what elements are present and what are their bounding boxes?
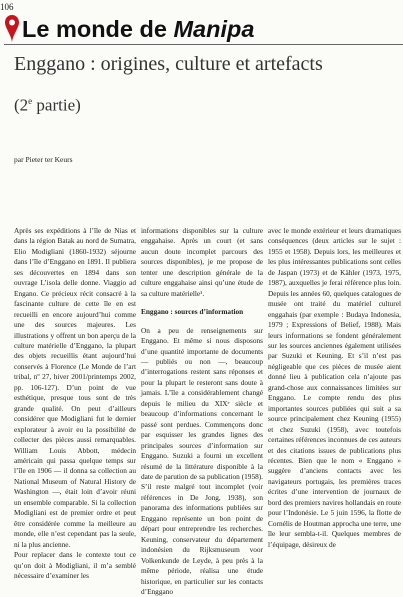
article-title: Enggano : origines, culture et artefacts xyxy=(14,53,323,75)
map-pin-icon xyxy=(4,14,20,44)
body-paragraph: Pour replacer dans le contexte tout ce qu’on doit à Modigliani, il m’a semblé nécessaire d’examiner les xyxy=(14,550,136,580)
article-part xyxy=(14,90,81,117)
series-title-name: Manipa xyxy=(173,16,255,42)
body-column-1 xyxy=(14,226,136,581)
body-paragraph: informations disponibles sur la culture enggahaise. Après un court (et sans aucun doute incomplet parcours des sources disponibles), je me propose de tenter une description générale de la culture enggahaise ainsi qu’une étude de sa culture matérielle¹. xyxy=(141,226,263,298)
series-title xyxy=(22,14,402,44)
byline: par Pieter ter Keurs xyxy=(14,155,73,164)
section-heading: Enggano : sources d’information xyxy=(141,307,244,317)
body-paragraph: On a peu de renseignements sur Enggano. Et même si nous disposons d’une quantité importante de documents — publiés ou non —, beaucoup d’interrogations restent sans réponses et pour la plupart le resteront sans doute à jamais. L’île a considérablement changé depuis le milieu du XIXᵉ siècle et beaucoup d’informations concernant le passé sont perdues. Commençons donc par esquisser les grandes lignes des principales sources d’information sur Enggano. Suzuki a fourni un excellent résumé de la littérature disponible à la date de parution de sa publication (1958). S’il reste malgré tout incomplet (voir références in De Jong, 1938), son panorama des informations publiées sur Enggano représente un bon point de départ pour entreprendre les recherches. Keuning, conservateur du département indonésien du Rijksmuseum voor Volkenkunde de Leyde, à peu près à la même période, réalisa une étude historique, en particulier sur les contacts d’Enggano xyxy=(141,325,263,596)
series-title-prefix: Le monde de xyxy=(22,16,174,42)
article-part-close: partie) xyxy=(32,95,81,115)
title-rule xyxy=(4,44,403,45)
body-column-2 xyxy=(141,226,263,597)
page-number: 106 xyxy=(0,2,14,12)
article-part-open: (2 xyxy=(14,95,29,115)
body-paragraph: Après ses expéditions à l’île de Nias et dans la région Batak au nord de Sumatra, Elio Modigliani (1860-1932) séjourne dans l’île d’Enggano en 1891. Il publiera ses découvertes en 1894 dans son ouvrage L’isola delle donne. Viaggio ad Engano. Ce précieux récit consacré à la fascinante culture de cette île en est recueilli en encore aujourd’hui comme une des sources majeures. Les illustrations y offrent un bon aperçu de la culture matérielle d’Enggano, la plupart des objets recueillis étant aujourd’hui conservés à Florence (Le Monde de l’art tribal, nº 27, hiver 2001/printemps 2002, pp. 106-127). D’un point de vue esthétique, presque tous sont de très grande qualité. On peut d’ailleurs considérer que Modigliani fut le dernier explorateur à avoir eu la possibilité de collecter des pièces aussi remarquables. William Louis Abbott, médecin américain qui passa quelque temps sur l’île en 1906 — il donna sa collection au National Museum of Natural History de Washington —, était loin d’avoir réuni un ensemble comparable. Si la collection Modigliani est de premier ordre et peut être considérée comme la meilleure au monde, elle n’est cependant pas la seule, ni la plus ancienne. xyxy=(14,226,136,549)
body-paragraph: avec le monde extérieur et leurs dramatiques conséquences (deux articles sur le sujet : 1955 et 1958). Depuis lors, les meilleures et les plus intéressantes publications sont celles de Jaspan (1973) et de Kähler (1973, 1975, 1987), auxquelles je ferai référence plus loin. Depuis les années 60, quelques catalogues de musée ont traité du matériel culturel enggahais (par exemple : Budaya Indonesia, 1979 ; Expressions of Belief, 1988). Mais leurs informations se fondent généralement sur les sources anciennes également utilisées par Suzuki et Keuning. Et s’il n’est pas négligeable que ces pièces de musée aient donné lieu à publication cela n’ajoute pas grand-chose aux connaissances limitées sur Enggano. Le compte rendu des plus importantes sources publiées qui suit a sa source principalement chez Keuning (1955) et chez Suzuki (1958), avec toutefois certaines références inconnues de ces auteurs et des citations issues de publications plus récentes. Bien que le nom « Enggano » suggère d’anciens contacts avec les navigateurs portugais, les premières traces écrites d’une intervention de journaux de bord des premiers navires hollandais en route pour l’Indonésie. Le 5 juin 1596, la flotte de Cornélis de Houtman approcha une terre, une île leur sembla-t-il. Quelques membres de l’équipage, désireux de xyxy=(268,226,401,549)
article-part-sup: e xyxy=(28,96,33,106)
body-column-3 xyxy=(268,226,401,550)
